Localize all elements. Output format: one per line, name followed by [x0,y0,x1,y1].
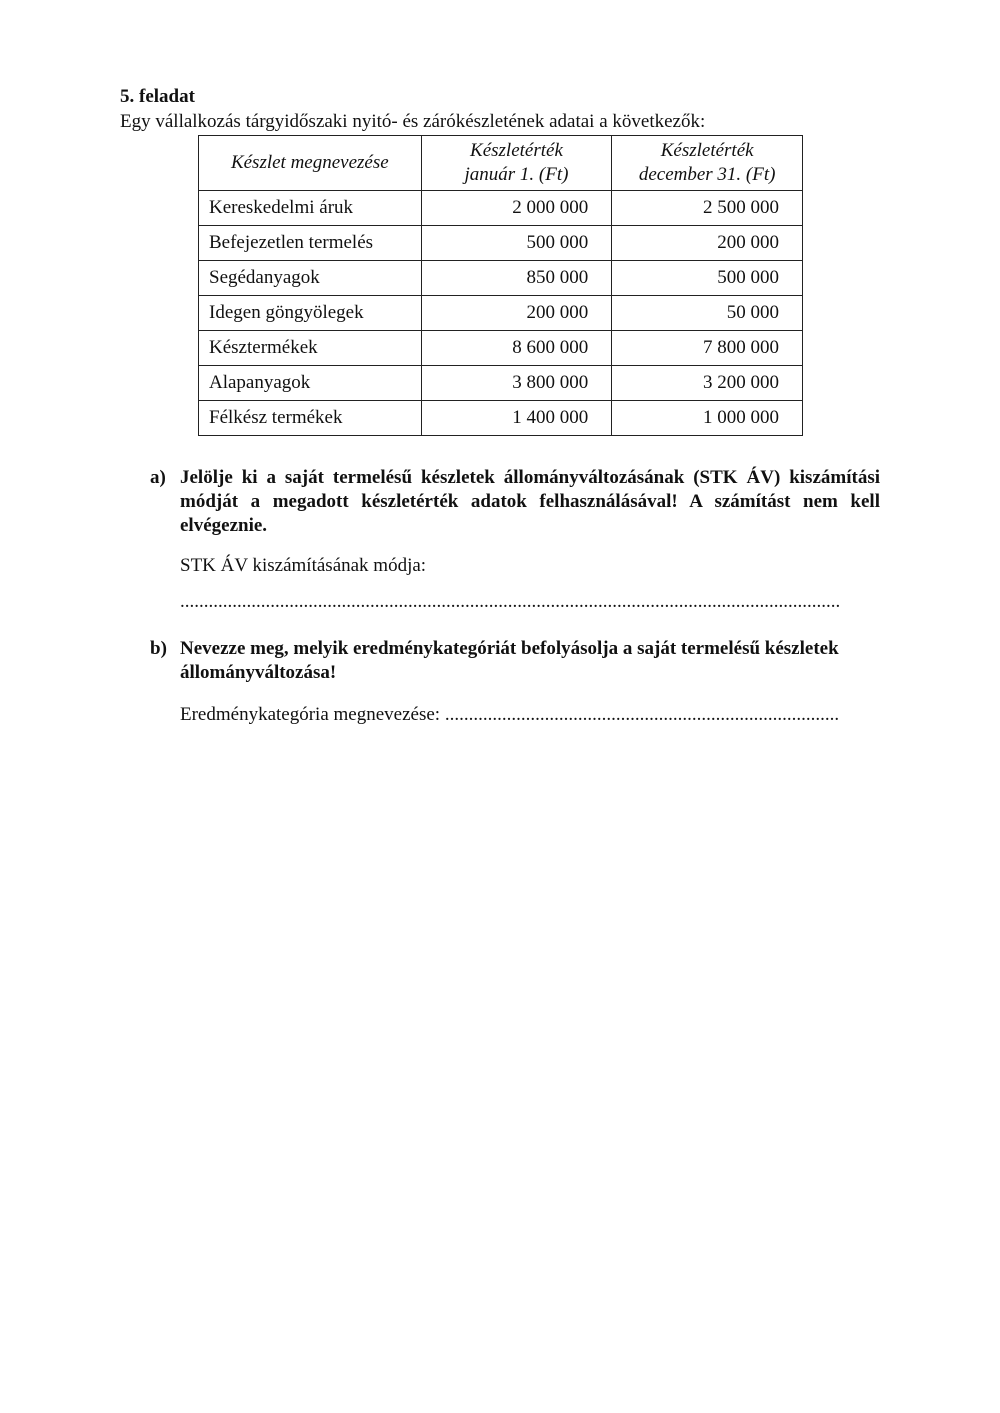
header-name-label: Készlet megnevezése [230,152,389,173]
row-name: Késztermékek [199,331,422,366]
answer-a-field[interactable]: ........................................................................................................................................... [180,591,841,612]
answer-b-line [180,703,880,727]
header-dec-line1: Készletérték [660,140,754,161]
row-dec-value: 1 000 000 [612,401,803,436]
question-a-text: Jelölje ki a saját termelésű készletek állományváltozásának (STK ÁV) kiszámítási módját a megadott készletérték adatok felhasználásával! A számítást nem kell elvégeznie. [180,467,880,536]
row-jan-value: 8 600 000 [421,331,612,366]
row-name: Segédanyagok [199,261,422,296]
header-jan-line1: Készletérték [470,140,563,161]
row-jan-value: 200 000 [421,296,612,331]
table-row [199,296,803,331]
row-name: Idegen göngyölegek [199,296,422,331]
row-dec-value: 2 500 000 [612,191,803,226]
row-dec-value: 3 200 000 [612,366,803,401]
table-row [199,191,803,226]
row-dec-value: 7 800 000 [612,331,803,366]
header-jan-line2: január 1. (Ft) [464,164,569,185]
row-name: Félkész termékek [199,401,422,436]
row-dec-value: 500 000 [612,261,803,296]
row-jan-value: 500 000 [421,226,612,261]
table-row [199,366,803,401]
stock-table [198,135,803,436]
table-row [199,331,803,366]
table-row [199,226,803,261]
row-name: Kereskedelmi áruk [199,191,422,226]
row-name: Alapanyagok [199,366,422,401]
row-jan-value: 1 400 000 [421,401,612,436]
task-intro: Egy vállalkozás tárgyidőszaki nyitó- és zárókészletének adatai a következők: [120,111,706,132]
row-jan-value: 3 800 000 [421,366,612,401]
answer-a-label: STK ÁV kiszámításának módja: [180,555,427,576]
answer-b-field[interactable]: ................................................................................... [444,704,840,725]
table-row [199,261,803,296]
row-dec-value: 50 000 [612,296,803,331]
question-a [150,466,880,538]
header-dec [612,136,803,191]
header-jan [421,136,612,191]
row-name: Befejezetlen termelés [199,226,422,261]
table-row [199,401,803,436]
answer-b-label: Eredménykategória megnevezése: [180,704,441,725]
question-b-text: Nevezze meg, melyik eredménykategóriát befolyásolja a saját termelésű készletek állományváltozása! [180,638,839,683]
question-b [150,637,880,685]
header-dec-line2: december 31. (Ft) [638,164,776,185]
row-jan-value: 850 000 [421,261,612,296]
question-a-letter: a) [150,467,166,488]
row-dec-value: 200 000 [612,226,803,261]
row-jan-value: 2 000 000 [421,191,612,226]
task-title: 5. feladat [120,86,195,107]
header-name [199,136,422,191]
question-b-letter: b) [150,638,167,659]
table-header-row [199,136,803,191]
